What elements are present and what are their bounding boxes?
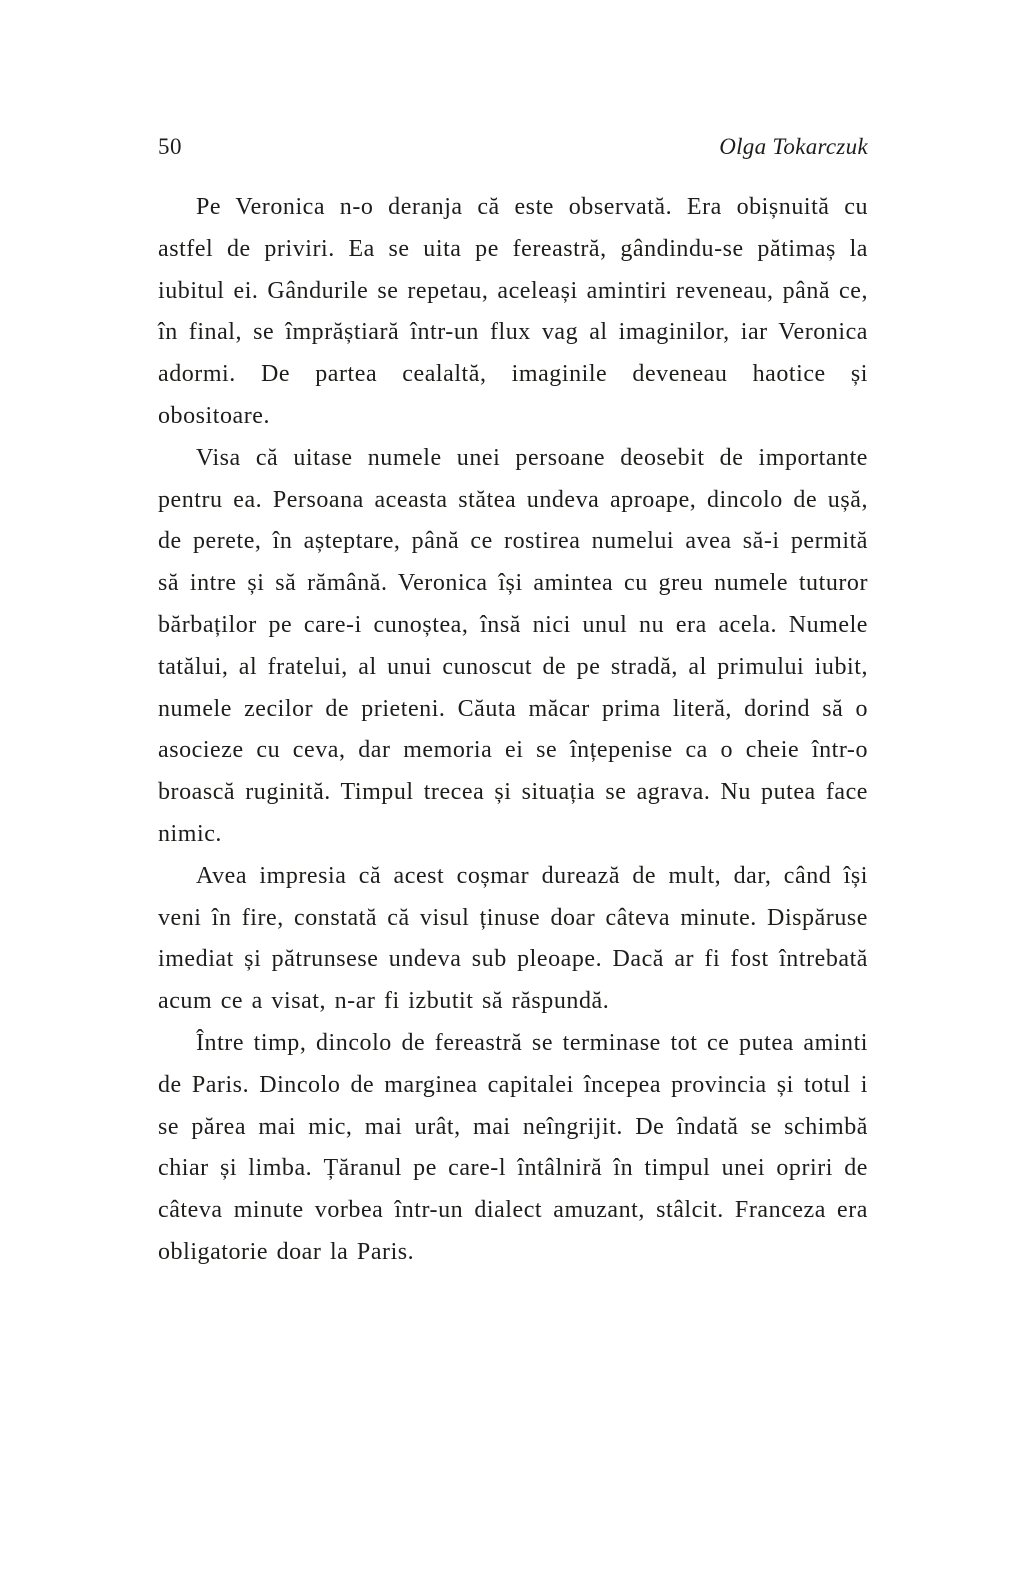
running-head-author: Olga Tokarczuk [719, 134, 868, 159]
paragraph: Visa că uitase numele unei persoane deosebit de importante pentru ea. Persoana aceasta stătea undeva aproape, dincolo de ușă, de perete, în așteptare, până ce rostirea numelui avea să-i permită să intre și să rămână. Veronica își amintea cu greu numele tuturor bărbaților pe care-i cunoștea, însă nici unul nu era acela. Numele tatălui, al fratelui, al unui cunoscut de pe stradă, al primului iubit, numele zecilor de prieteni. Căuta măcar prima literă, dorind să o asocieze cu ceva, dar memoria ei se înțepenise ca o cheie într-o broască ruginită. Timpul trecea și situația se agrava. Nu putea face nimic. [158, 444, 868, 847]
text-block [158, 133, 868, 1274]
paragraph: Pe Veronica n-o deranja că este observată. Era obișnuită cu astfel de priviri. Ea se uita pe fereastră, gândindu-se pătimaș la iubitul ei. Gândurile se repetau, aceleași amintiri reveneau, până ce, în final, se împrăștiară într-un flux vag al imaginilor, iar Veronica adormi. De partea cealaltă, imaginile deveneau haotice și obositoare. [158, 194, 868, 429]
page-header [158, 133, 868, 161]
paragraph: Între timp, dincolo de fereastră se terminase tot ce putea aminti de Paris. Dincolo de marginea capitalei începea provincia și totul i se părea mai mic, mai urât, mai neîngrijit. De îndată se schimbă chiar și limba. Țăranul pe care-l întâlniră în timpul unei opriri de câteva minute vorbea într-un dialect amuzant, stâlcit. Franceza era obligatorie doar la Paris. [158, 1029, 868, 1265]
page-body [158, 187, 868, 1274]
page-number: 50 [158, 134, 182, 159]
paragraph: Avea impresia că acest coșmar durează de mult, dar, când își veni în fire, constată că visul ținuse doar câteva minute. Dispăruse imediat și pătrunsese undeva sub pleoape. Dacă ar fi fost întrebată acum ce a visat, n-ar fi izbutit să răspundă. [158, 862, 868, 1015]
